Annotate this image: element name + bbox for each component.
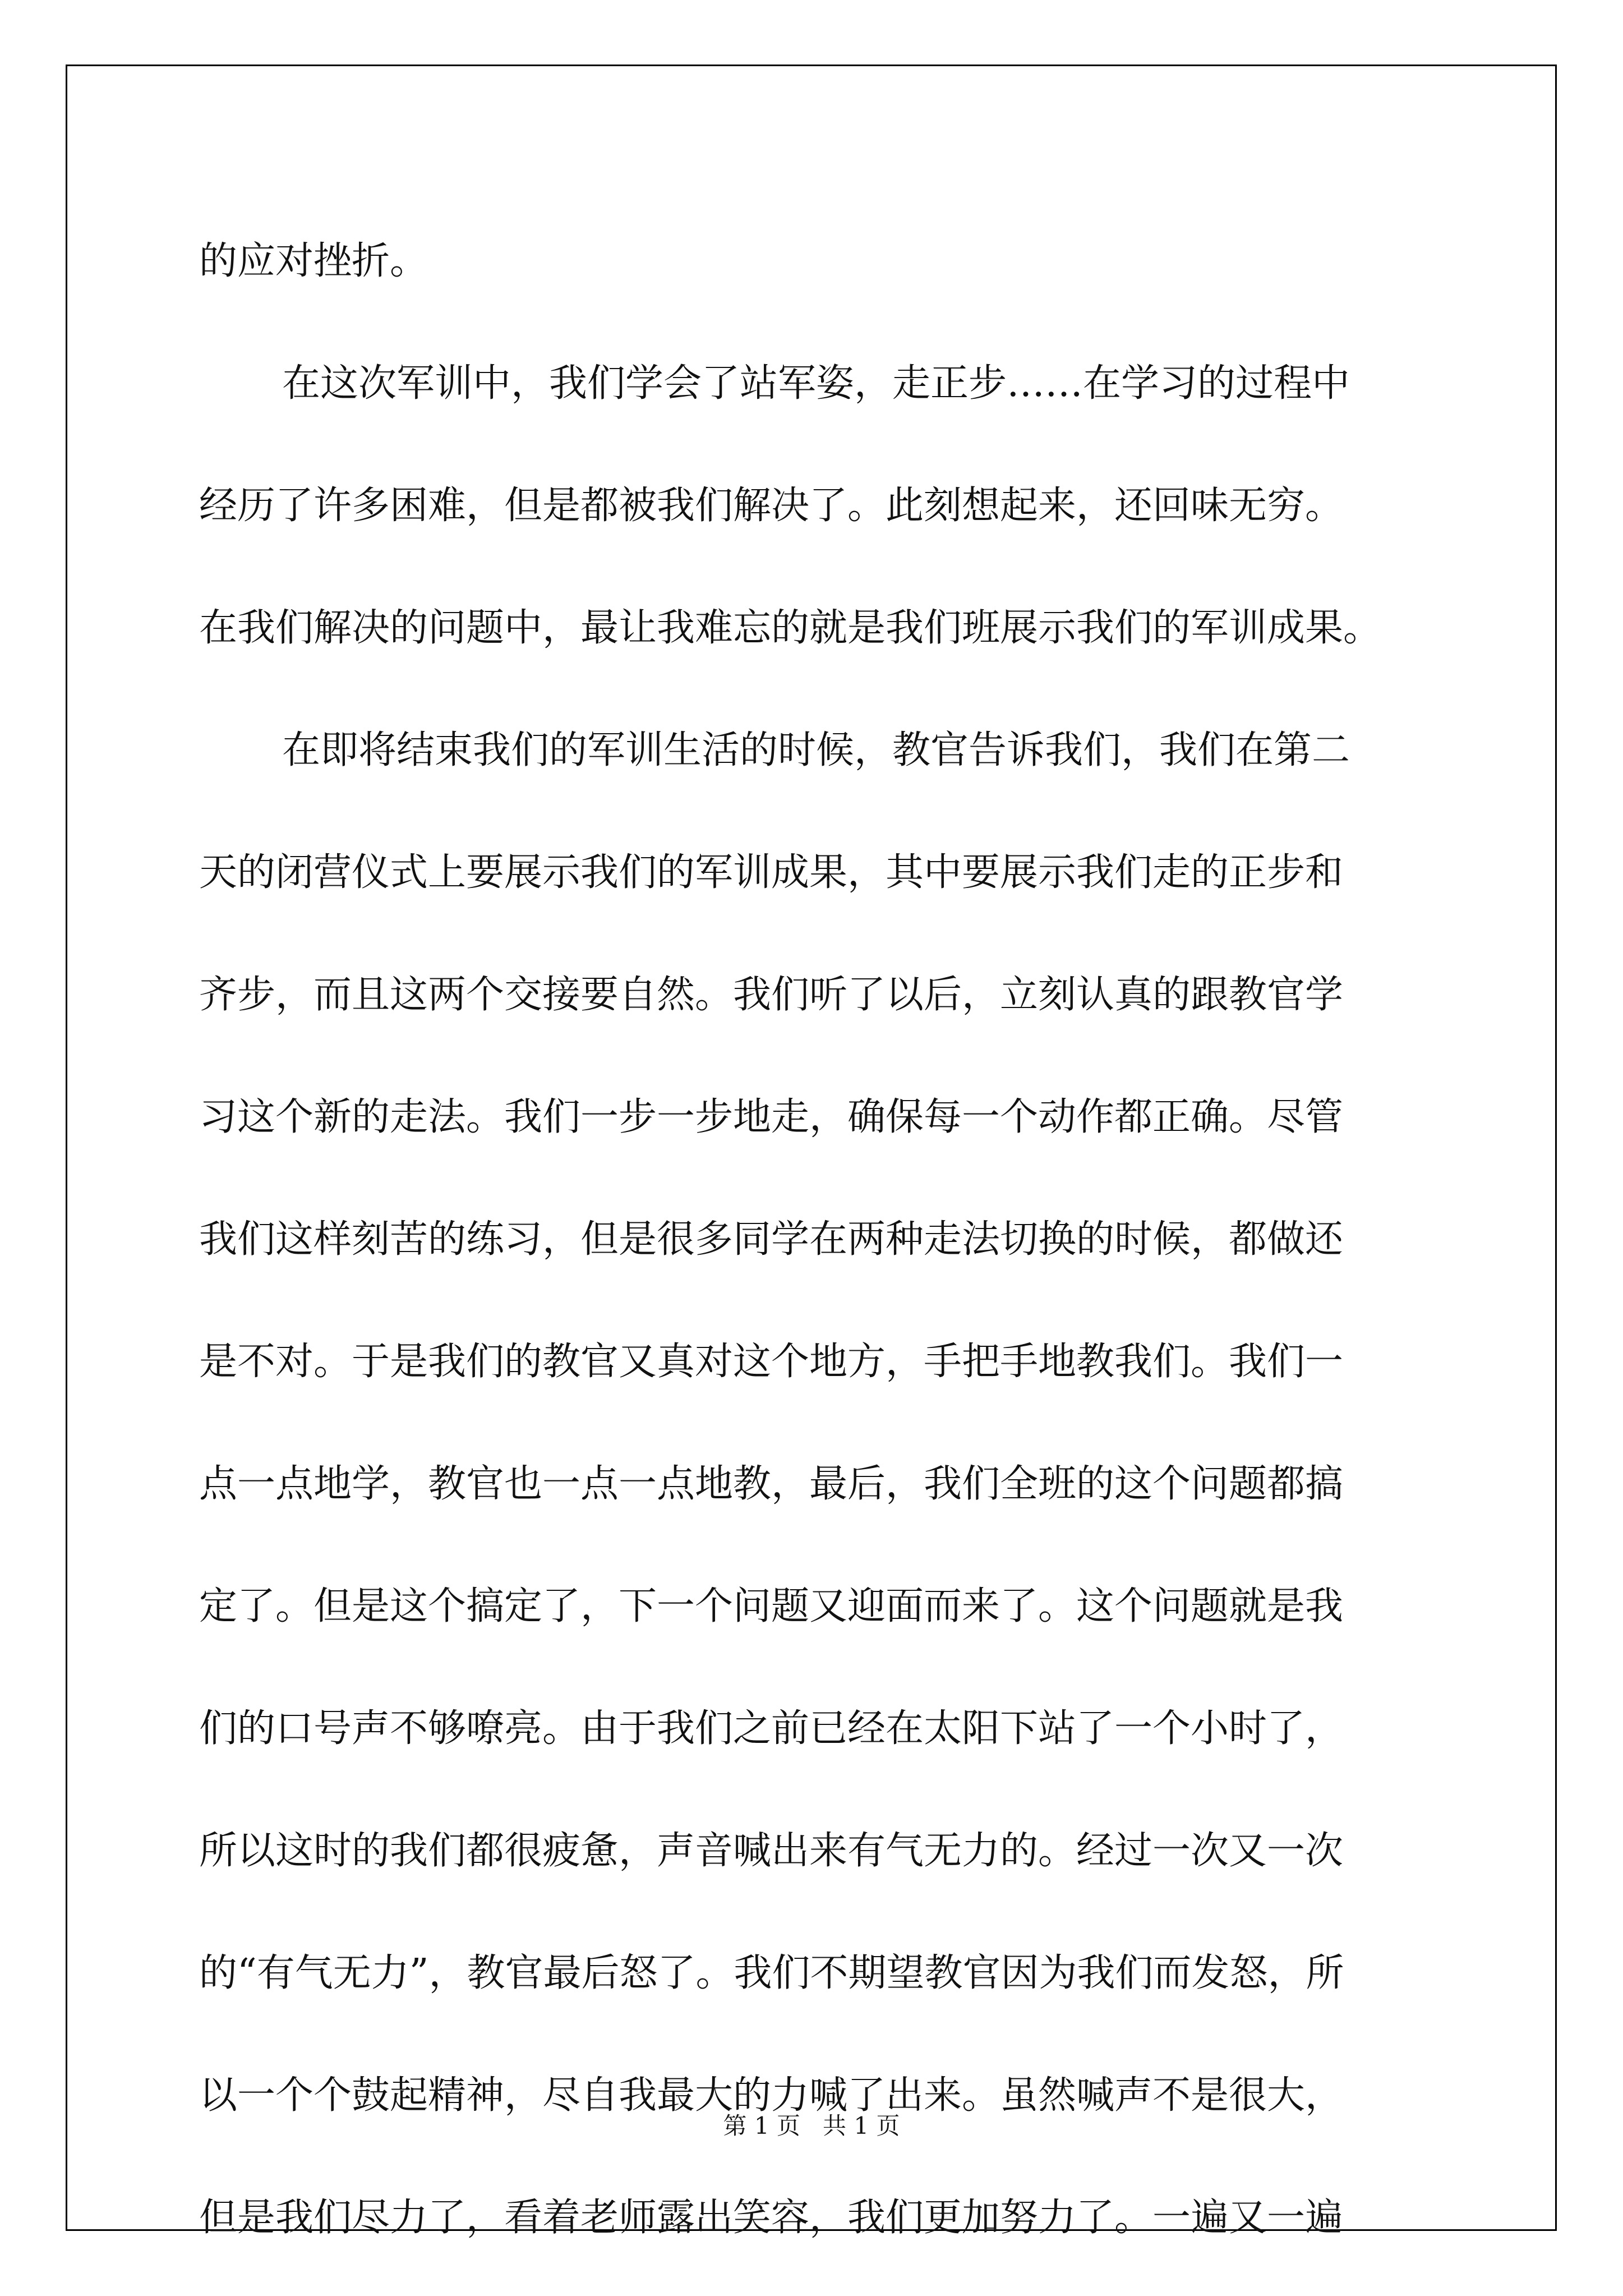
footer-spacer xyxy=(800,2112,823,2139)
text-line: 所以这时的我们都很疲惫，声音喊出来有气无力的。经过一次又一次 xyxy=(199,1829,1344,1873)
text-line: 习这个新的走法。我们一步一步地走，确保每一个动作都正确。尽管 xyxy=(199,1095,1344,1139)
text-line: 以一个个鼓起精神，尽自我最大的力喊了出来。虽然喊声不是很大， xyxy=(199,2073,1344,2118)
text-line: 在这次军训中，我们学会了站军姿，走正步……在学习的过程中 xyxy=(282,361,1350,406)
text-line: 齐步，而且这两个交接要自然。我们听了以后，立刻认真的跟教官学 xyxy=(199,973,1344,1017)
text-line: 我们这样刻苦的练习，但是很多同学在两种走法切换的时候，都做还 xyxy=(199,1217,1344,1262)
text-line: 们的口号声不够嘹亮。由于我们之前已经在太阳下站了一个小时了， xyxy=(199,1706,1344,1751)
text-line: 的“有气无力”，教官最后怒了。我们不期望教官因为我们而发怒，所 xyxy=(199,1951,1344,1995)
text-line: 但是我们尽力了，看着老师露出笑容，我们更加努力了。一遍又一遍 xyxy=(199,2196,1344,2240)
text-line: 是不对。于是我们的教官又真对这个地方，手把手地教我们。我们一 xyxy=(199,1340,1344,1384)
document-body xyxy=(199,200,1433,2279)
text-line: 的应对挫折。 xyxy=(199,239,428,283)
text-line: 定了。但是这个搞定了，下一个问题又迎面而来了。这个问题就是我 xyxy=(199,1584,1344,1628)
page-number: 第 1 页 xyxy=(723,2112,800,2139)
text-line: 经历了许多困难，但是都被我们解决了。此刻想起来，还回味无穷。 xyxy=(199,484,1344,528)
text-line: 在即将结束我们的军训生活的时候，教官告诉我们，我们在第二 xyxy=(282,728,1350,772)
page-footer xyxy=(0,2109,1623,2143)
text-line: 点一点地学，教官也一点一点地教，最后，我们全班的这个问题都搞 xyxy=(199,1462,1344,1506)
page-total: 共 1 页 xyxy=(823,2112,900,2139)
text-line: 天的闭营仪式上要展示我们的军训成果，其中要展示我们走的正步和 xyxy=(199,850,1344,895)
text-line: 在我们解决的问题中，最让我难忘的就是我们班展示我们的军训成果。 xyxy=(199,606,1382,650)
